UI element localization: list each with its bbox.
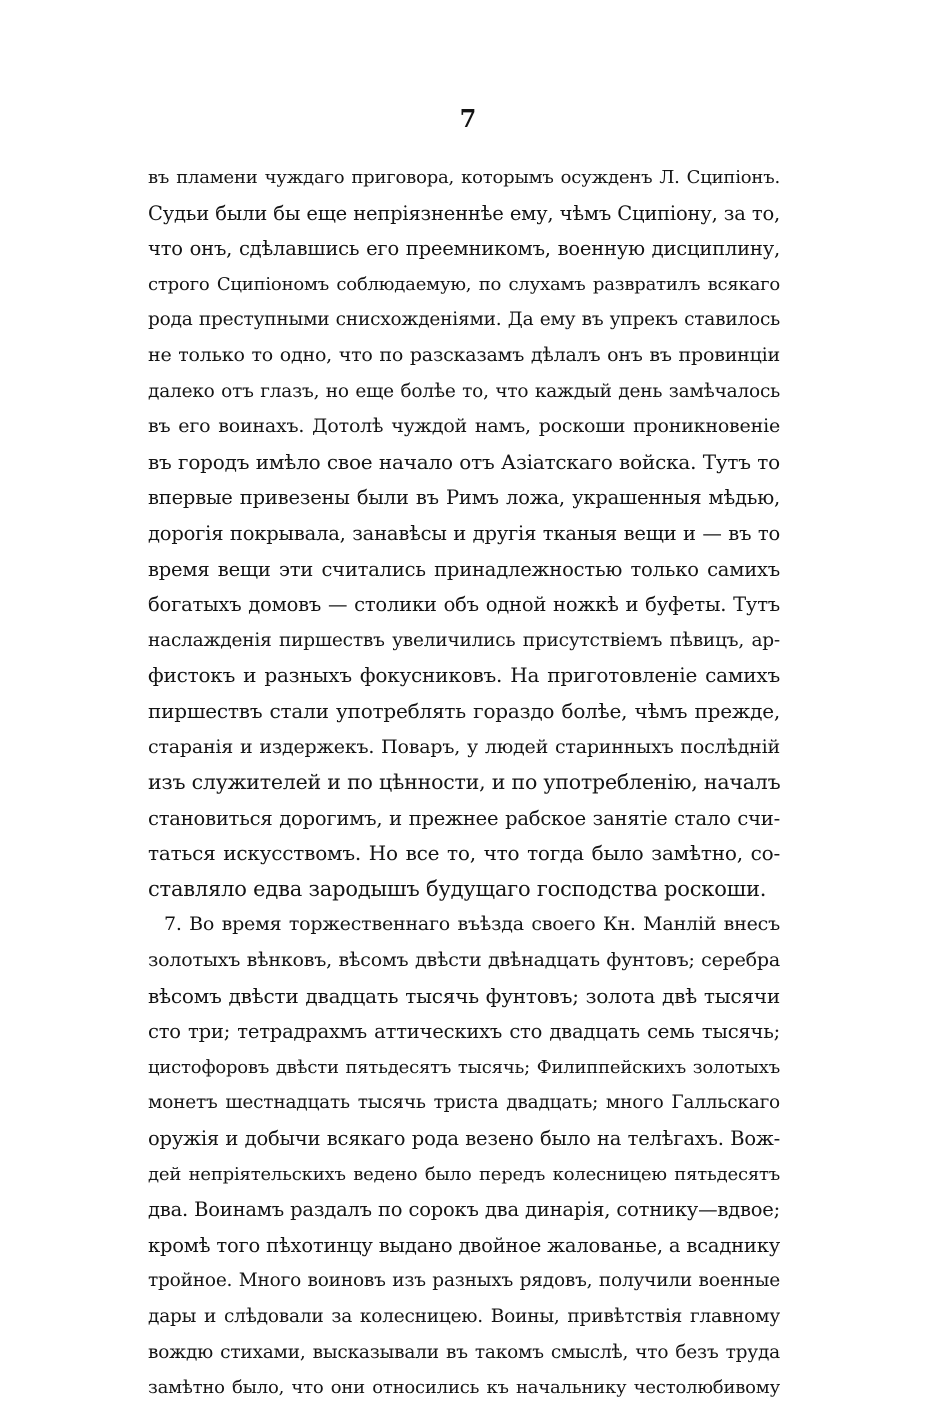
text-line: цистофоровъ двѣсти пятьдесятъ тысячь; Филиппейскихъ золотыхъ [148, 1056, 780, 1078]
text-line: дорогія покрывала, занавѣсы и другія тканыя вещи и — въ то [148, 521, 780, 545]
text-line: наслажденія пиршествъ увеличились присутствіемъ пѣвицъ, ар- [148, 629, 780, 651]
text-line: рода преступными снисхожденіями. Да ему въ упрекъ ставилось [148, 309, 780, 331]
text-line: таться искусствомъ. Но все то, что тогда было замѣтно, со- [148, 841, 780, 866]
text-line: два. Воинамъ раздалъ по сорокъ два динарія, сотнику—вдвое; [148, 1198, 780, 1222]
page-number: 7 [459, 104, 477, 133]
text-line: въ городъ имѣло свое начало отъ Азіатскаго войска. Тутъ то [148, 449, 780, 474]
text-line: дей непріятельскихъ ведено было передъ колесницею пятьдесятъ [148, 1163, 780, 1185]
text-line: 7. Во время торжественнаго въѣзда своего Кн. Манлій внесъ [164, 913, 780, 936]
text-line: кромѣ того пѣхотинцу выдано двойное жалованье, а всаднику [148, 1233, 780, 1257]
text-line: дары и слѣдовали за колесницею. Воины, привѣтствія главному [148, 1306, 780, 1327]
text-line: въ его воинахъ. Дотолѣ чуждой намъ, роскоши проникновеніе [148, 415, 780, 438]
text-line: впервые привезены были въ Римъ ложа, украшенныя мѣдью, [148, 486, 780, 510]
text-line: далеко отъ глазъ, но еще болѣе то, что каждый день замѣчалось [148, 380, 780, 402]
text-line: сто три; тетрадрахмъ аттическихъ сто двадцать семь тысячь; [148, 1020, 780, 1044]
paragraph-1 [148, 160, 780, 907]
text-line: ставляло едва зародышъ будущаго господства роскоши. [148, 876, 767, 901]
text-line: строго Сципіономъ соблюдаемую, по слухамъ развратилъ всякаго [148, 273, 780, 295]
text-line: изъ служителей и по цѣнности, и по употребленію, началъ [148, 770, 780, 795]
text-line: не только то одно, что по разсказамъ дѣлалъ онъ въ провинціи [148, 343, 780, 366]
text-line: вѣсомъ двѣсти двадцать тысячь фунтовъ; золота двѣ тысячи [148, 983, 780, 1008]
text-line: Судьи были бы еще непріязненнѣе ему, чѣмъ Сципіону, за то, [148, 201, 780, 225]
text-line: пиршествъ стали употреблять гораздо болѣе, чѣмъ прежде, [148, 698, 780, 723]
text-line: замѣтно было, что они относились къ начальнику честолюбивому [148, 1377, 780, 1399]
text-line: что онъ, сдѣлавшись его преемникомъ, военную дисциплину, [148, 237, 780, 261]
text-line: богатыхъ домовъ — столики объ одной ножкѣ и буфеты. Тутъ [148, 593, 780, 617]
text-line: время вещи эти считались принадлежностью только самихъ [148, 557, 780, 581]
text-line: монетъ шестнадцать тысячь триста двадцать; много Галльскаго [148, 1092, 780, 1114]
text-line: золотыхъ вѣнковъ, вѣсомъ двѣсти двѣнадцать фунтовъ; серебра [148, 949, 780, 972]
text-line: старанія и издержекъ. Поваръ, у людей старинныхъ послѣдній [148, 735, 780, 758]
paragraph-2 [148, 907, 780, 1405]
text-line: становиться дорогимъ, и прежнее рабское занятіе стало счи- [148, 806, 780, 830]
text-line: оружія и добычи всякаго рода везено было на телѣгахъ. Вож- [148, 1127, 780, 1151]
text-line: фистокъ и разныхъ фокусниковъ. На приготовленіе самихъ [148, 663, 780, 688]
text-line: тройное. Много воиновъ изъ разныхъ рядовъ, получили военные [148, 1270, 780, 1292]
body-text [148, 160, 780, 1406]
text-line: вождю стихами, высказывали въ такомъ смыслѣ, что безъ труда [148, 1341, 780, 1363]
text-line: въ пламени чуждаго приговора, которымъ осужденъ Л. Сципіонъ. [148, 167, 780, 188]
